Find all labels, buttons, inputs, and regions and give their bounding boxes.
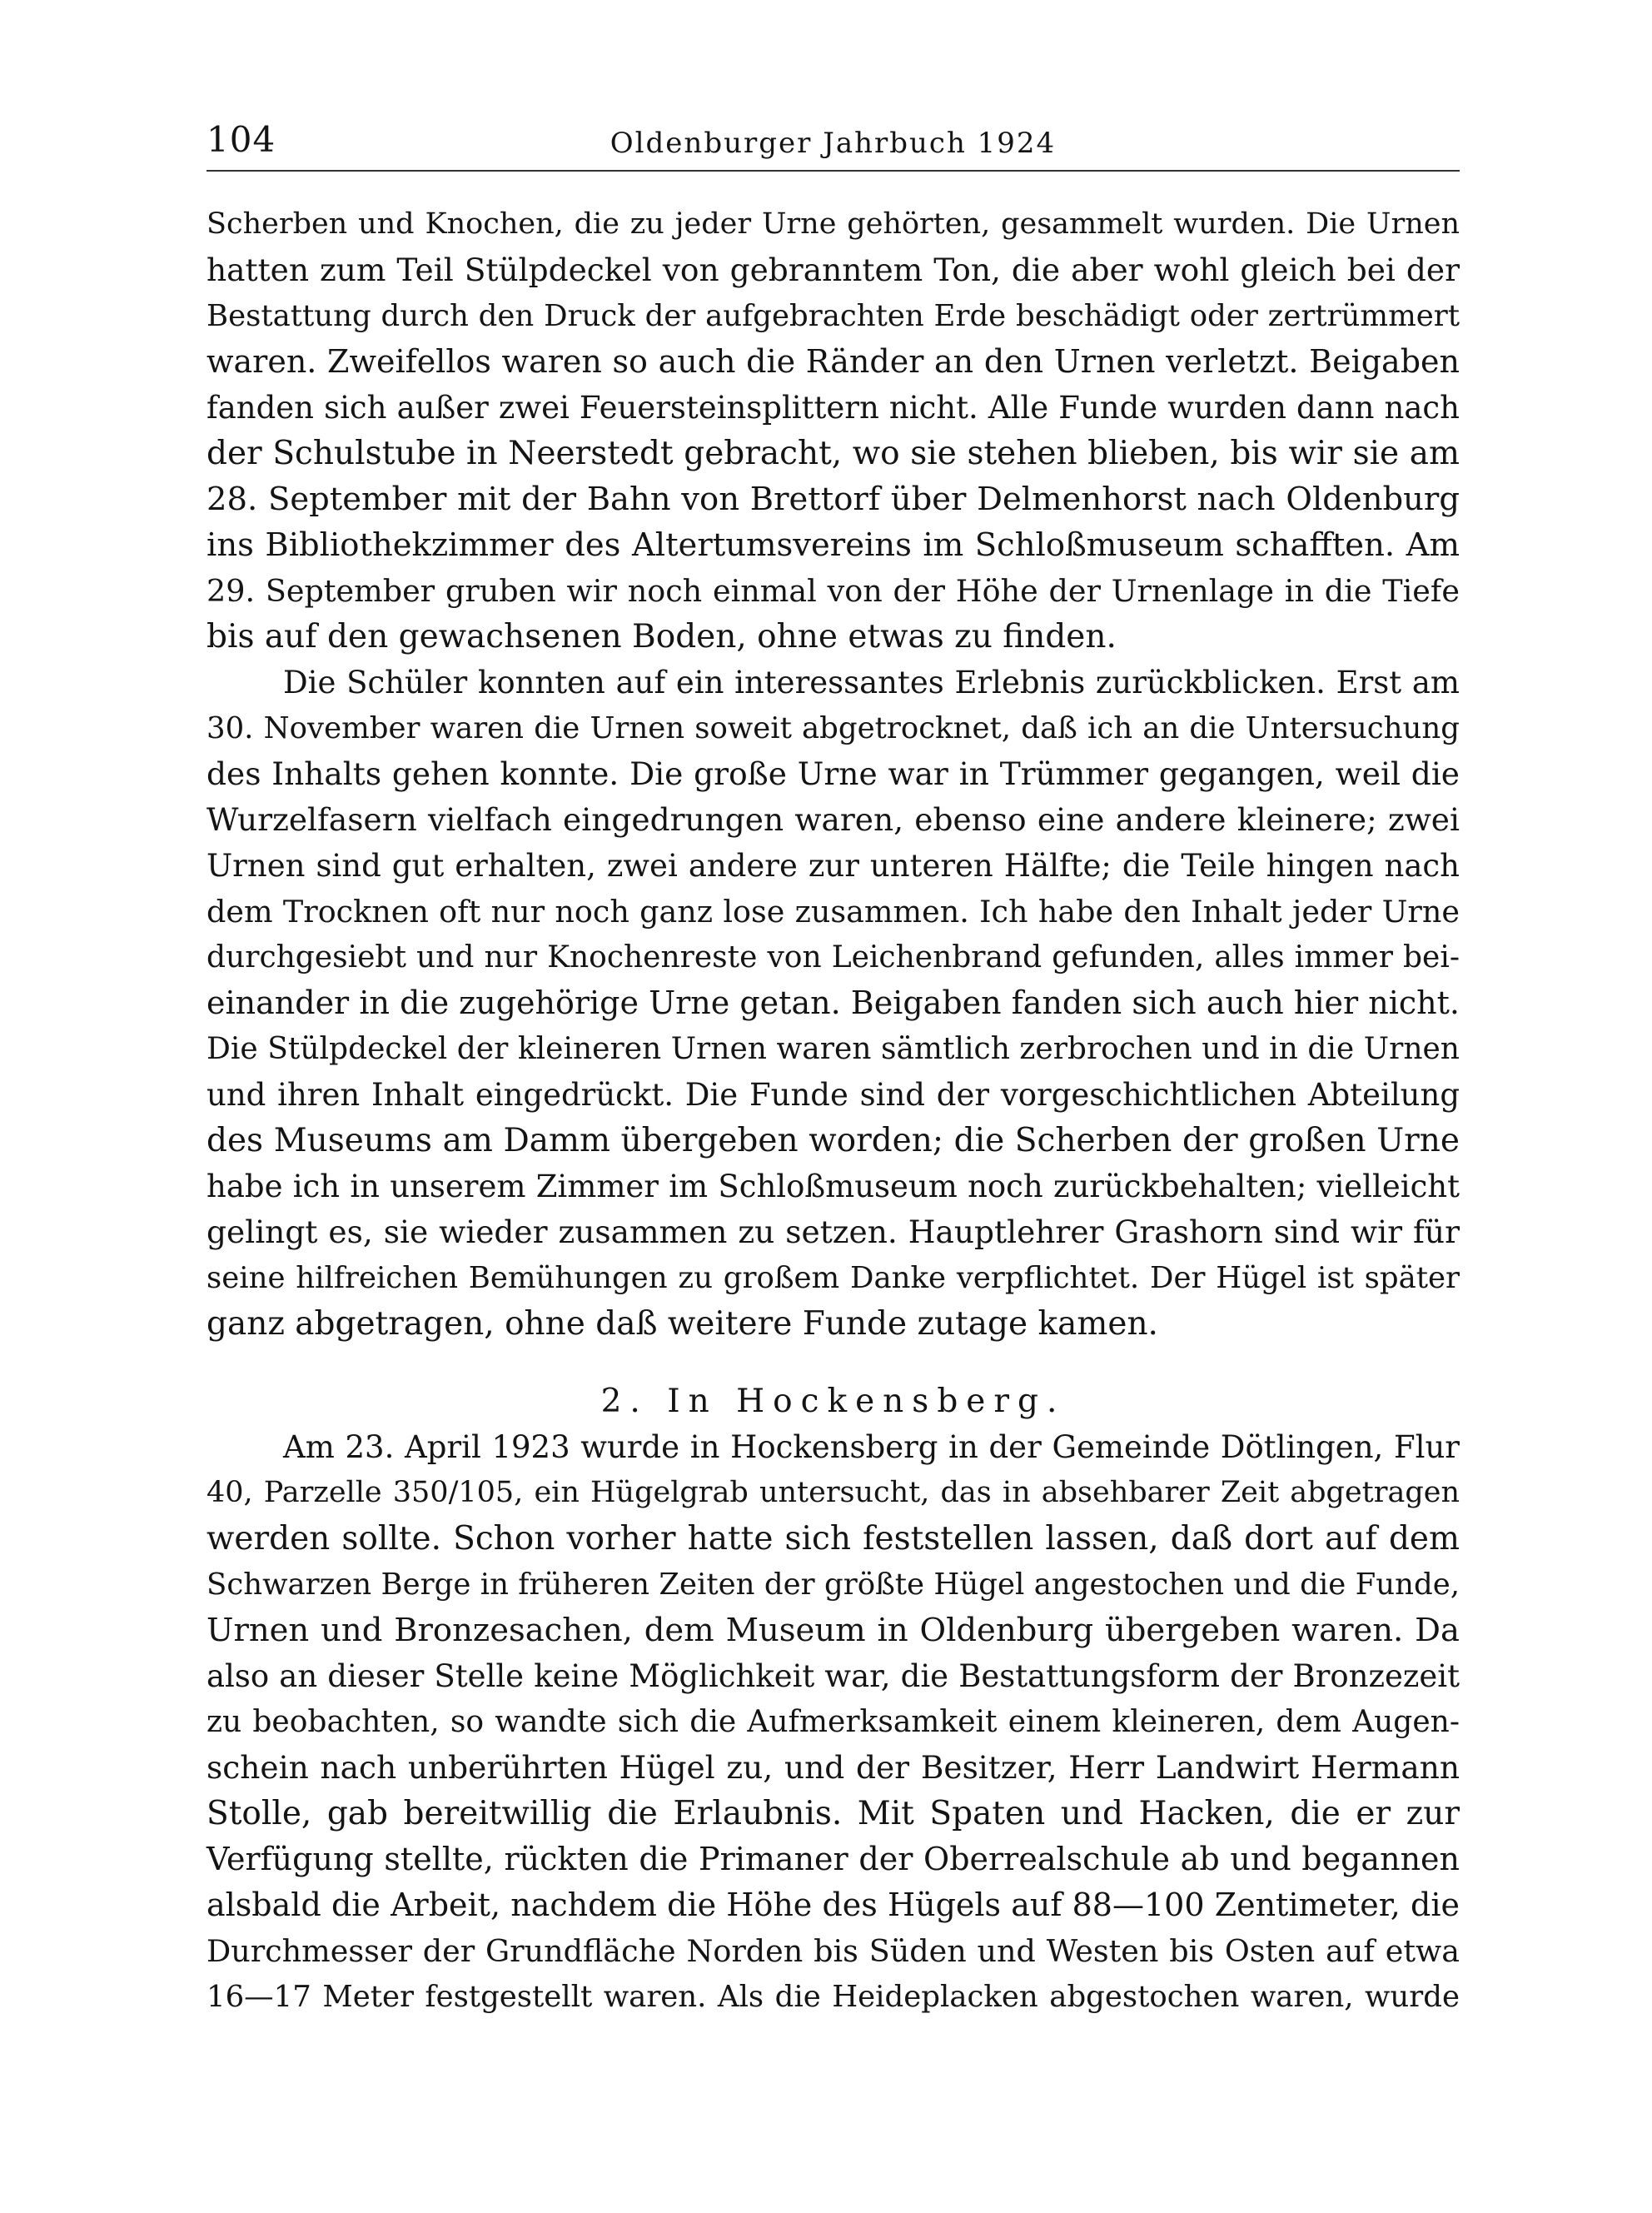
header-rule (206, 170, 1460, 172)
text-line: und ihren Inhalt eingedrückt. Die Funde sind der vorgeschichtlichen Abteilung (206, 1077, 1460, 1113)
text-line: alsbald die Arbeit, nachdem die Höhe des Hügels auf 88—100 Zentimeter, die (206, 1887, 1460, 1923)
text-line: seine hilfreichen Bemühungen zu großem Danke verpflichtet. Der Hügel ist später (206, 1261, 1460, 1295)
text-line: ganz abgetragen, ohne daß weitere Funde zutage kamen. (206, 1305, 1158, 1343)
text-line: 30. November waren die Urnen soweit abgetrocknet, daß ich an die Untersuchung (206, 711, 1460, 745)
text-line: einander in die zugehörige Urne getan. Beigaben fanden sich auch hier nicht. (206, 984, 1460, 1021)
text-line: Bestattung durch den Druck der aufgebrachten Erde beschädigt oder zertrümmert (206, 299, 1460, 333)
text-line: schein nach unberührten Hügel zu, und der Besitzer, Herr Landwirt Hermann (206, 1749, 1460, 1786)
text-line: 40, Parzelle 350/105, ein Hügelgrab untersucht, das in absehbarer Zeit abgetragen (206, 1476, 1460, 1509)
text-line: 28. September mit der Bahn von Brettorf über Delmenhorst nach Oldenburg (206, 481, 1460, 518)
text-line: Verfügung stellte, rückten die Primaner der Oberrealschule ab und begannen (206, 1841, 1460, 1877)
text-line: des Inhalts gehen konnte. Die große Urne war in Trümmer gegangen, weil die (206, 755, 1460, 792)
text-line: bis auf den gewachsenen Boden, ohne etwas zu finden. (206, 618, 1117, 655)
running-head (206, 119, 1460, 167)
text-line: der Schulstube in Neerstedt gebracht, wo sie stehen blieben, bis wir sie am (206, 435, 1460, 472)
body-text (206, 202, 1460, 2020)
text-line: Stolle, gab bereitwillig die Erlaubnis. Mit Spaten und Hacken, die er zur (206, 1795, 1460, 1832)
text-line: Scherben und Knochen, die zu jeder Urne gehörten, gesammelt wurden. Die Urnen (206, 207, 1460, 241)
text-line: hatten zum Teil Stülpdeckel von gebranntem Ton, die aber wohl gleich bei der (206, 252, 1460, 288)
text-line: 29. September gruben wir noch einmal von der Höhe der Urnenlage in die Tiefe (206, 573, 1460, 609)
text-line: Schwarzen Berge in früheren Zeiten der größte Hügel angestochen und die Funde, (206, 1568, 1460, 1602)
text-line: Wurzelfasern vielfach eingedrungen waren, ebenso eine andere kleinere; zwei (206, 801, 1460, 838)
text-line: ins Bibliothekzimmer des Altertumsvereins im Schloßmuseum schafften. Am (206, 526, 1460, 564)
text-line: Die Schüler konnten auf ein interessantes Erlebnis zurückblicken. Erst am (283, 665, 1460, 700)
text-line: werden sollte. Schon vorher hatte sich feststellen lassen, daß dort auf dem (206, 1520, 1460, 1558)
text-line: dem Trocknen oft nur noch ganz lose zusammen. Ich habe den Inhalt jeder Urne (206, 894, 1460, 930)
text-line: waren. Zweifellos waren so auch die Ränder an den Urnen verletzt. Beigaben (206, 343, 1460, 380)
text-line: Urnen und Bronzesachen, dem Museum in Oldenburg übergeben waren. Da (206, 1612, 1460, 1649)
text-line: habe ich in unserem Zimmer im Schloßmuseum noch zurückbehalten; vielleicht (206, 1169, 1460, 1204)
section-heading: 2. In Hockensberg. (600, 1383, 1066, 1420)
text-line: zu beobachten, so wandte sich die Aufmerksamkeit einem kleineren, dem Augen- (206, 1705, 1460, 1739)
text-line: also an dieser Stelle keine Möglichkeit war, die Bestattungsform der Bronzezeit (206, 1658, 1460, 1694)
text-line: Urnen sind gut erhalten, zwei andere zur unteren Hälfte; die Teile hingen nach (206, 848, 1460, 884)
paragraph-3 (206, 1424, 1460, 2020)
text-line: durchgesiebt und nur Knochenreste von Leichenbrand gefunden, alles immer bei- (206, 940, 1460, 974)
page-number: 104 (206, 119, 276, 160)
text-line: 16—17 Meter festgestellt waren. Als die Heideplacken abgestochen waren, wurde (206, 1980, 1460, 2014)
text-line: Die Stülpdeckel der kleineren Urnen waren sämtlich zerbrochen und in die Urnen (206, 1032, 1460, 1066)
paragraph-2 (206, 660, 1460, 1347)
running-title: Oldenburger Jahrbuch 1924 (610, 127, 1057, 160)
text-line: fanden sich außer zwei Feuersteinsplittern nicht. Alle Funde wurden dann nach (206, 390, 1460, 426)
text-line: gelingt es, sie wieder zusammen zu setzen. Hauptlehrer Grashorn sind wir für (206, 1214, 1460, 1250)
text-line: Durchmesser der Grundfläche Norden bis Süden und Westen bis Osten auf etwa (206, 1933, 1460, 1969)
text-line: Am 23. April 1923 wurde in Hockensberg in der Gemeinde Dötlingen, Flur (283, 1429, 1460, 1465)
text-line: des Museums am Damm übergeben worden; die Scherben der großen Urne (206, 1122, 1460, 1159)
paragraph-1 (206, 202, 1460, 660)
